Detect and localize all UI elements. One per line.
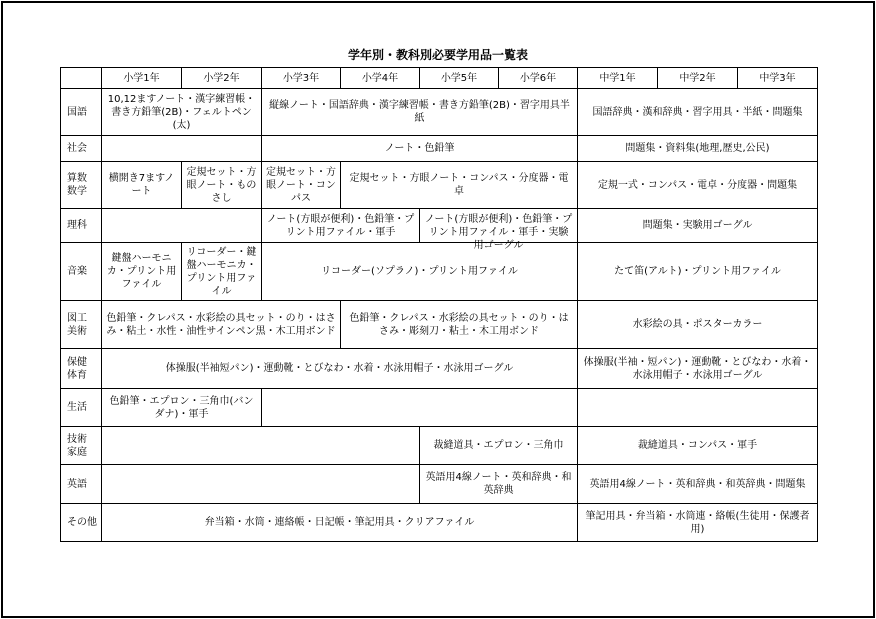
cell-sonota-g16: 弁当箱・水筒・連絡帳・日記帳・筆記用具・クリアファイル — [102, 504, 578, 542]
row-rika — [61, 209, 818, 243]
cell-sansu-g2: 定規セット・方眼ノート・ものさし — [182, 162, 262, 209]
subject-label: 理科 — [61, 209, 102, 243]
cell-seikatsu-jh — [578, 389, 818, 427]
cell-gijutsu-jh: 裁縫道具・コンパス・軍手 — [578, 427, 818, 465]
cell-sansu-g1: 横開き7ますノート — [102, 162, 182, 209]
page-title: 学年別・教科別必要学用品一覧表 — [347, 48, 528, 62]
cell-rika-g12 — [102, 209, 262, 243]
grade-header: 小学4年 — [341, 68, 420, 89]
cell-eigo-jh: 英語用4線ノート・英和辞典・和英辞典・問題集 — [578, 465, 818, 504]
row-eigo — [61, 465, 818, 504]
cell-rika-jh: 問題集・実験用ゴーグル — [578, 209, 818, 243]
cell-zuko-g14: 色鉛筆・クレパス・水彩絵の具セット・のり・はさみ・粘土・水性・油性サインペン黒・木工用ボンド — [102, 301, 341, 349]
cell-sansu-jh: 定規一式・コンパス・電卓・分度器・問題集 — [578, 162, 818, 209]
grade-header: 小学1年 — [102, 68, 182, 89]
subject-label: 国語 — [61, 89, 102, 136]
subject-label: その他 — [61, 504, 102, 542]
cell-sansu-g46: 定規セット・方眼ノート・コンパス・分度器・電卓 — [341, 162, 578, 209]
cell-ongaku-g2: リコーダー・鍵盤ハーモニカ・プリント用ファイル — [182, 243, 262, 301]
cell-shakai-g36: ノート・色鉛筆 — [262, 136, 578, 162]
row-sonota — [61, 504, 818, 542]
grade-header: 中学1年 — [578, 68, 658, 89]
cell-sonota-jh: 筆記用具・弁当箱・水筒連・絡帳(生徒用・保護者用) — [578, 504, 818, 542]
subject-label: 社会 — [61, 136, 102, 162]
subject-label: 生活 — [61, 389, 102, 427]
cell-rika-g56 — [420, 209, 578, 251]
cell-sansu-g3: 定規セット・方眼ノート・コンパス — [262, 162, 341, 209]
cell-ongaku-jh: たて笛(アルト)・プリント用ファイル — [578, 243, 818, 301]
cell-rika-g34: ノート(方眼が便利)・色鉛筆・プリント用ファイル・軍手 — [262, 209, 420, 243]
cell-hoken-g16: 体操服(半袖短パン)・運動靴・とびなわ・水着・水泳用帽子・水泳用ゴーグル — [102, 349, 578, 389]
cell-ongaku-g36: リコーダー(ソプラノ)・プリント用ファイル — [262, 243, 578, 301]
grade-header: 小学2年 — [182, 68, 262, 89]
cell-zuko-jh: 水彩絵の具・ポスターカラー — [578, 301, 818, 349]
subject-label: 音楽 — [61, 243, 102, 301]
row-zuko — [61, 301, 818, 349]
grade-header: 中学2年 — [658, 68, 738, 89]
grade-header: 小学6年 — [499, 68, 578, 89]
cell-shakai-g12 — [102, 136, 262, 162]
row-seikatsu — [61, 389, 818, 427]
grade-header: 小学3年 — [262, 68, 341, 89]
subject-label: 英語 — [61, 465, 102, 504]
cell-text: ノート(方眼が便利)・色鉛筆・プリント用ファイル・軍手・実験用ゴーグル — [424, 213, 573, 251]
row-hoken — [61, 349, 818, 389]
corner-cell — [61, 68, 102, 89]
row-ongaku — [61, 243, 818, 301]
row-gijutsu — [61, 427, 818, 465]
cell-ongaku-g1: 鍵盤ハーモニカ・プリント用ファイル — [102, 243, 182, 301]
cell-eigo-g56: 英語用4線ノート・英和辞典・和英辞典 — [420, 465, 578, 504]
row-sansu — [61, 162, 818, 209]
cell-eigo-g14 — [102, 465, 420, 504]
cell-kokugo-jh: 国語辞典・漢和辞典・習字用具・半紙・問題集 — [578, 89, 818, 136]
header-row — [61, 68, 818, 89]
grade-header: 小学5年 — [420, 68, 499, 89]
cell-shakai-jh: 問題集・資料集(地理,歴史,公民) — [578, 136, 818, 162]
row-shakai — [61, 136, 818, 162]
subject-label: 保健 体育 — [61, 349, 102, 389]
row-kokugo — [61, 89, 818, 136]
supplies-table — [60, 67, 818, 542]
cell-kokugo-g12: 10,12ますノート・漢字練習帳・書き方鉛筆(2B)・フェルトペン(太) — [102, 89, 262, 136]
cell-zuko-g56: 色鉛筆・クレパス・水彩絵の具セット・のり・はさみ・彫刻刀・粘土・木工用ボンド — [341, 301, 578, 349]
cell-seikatsu-g36 — [262, 389, 578, 427]
cell-gijutsu-g56: 裁縫道具・エプロン・三角巾 — [420, 427, 578, 465]
cell-kokugo-g36: 縦線ノート・国語辞典・漢字練習帳・書き方鉛筆(2B)・習字用具半紙 — [262, 89, 578, 136]
subject-label: 技術 家庭 — [61, 427, 102, 465]
subject-label: 算数 数学 — [61, 162, 102, 209]
cell-gijutsu-g14 — [102, 427, 420, 465]
subject-label: 図工 美術 — [61, 301, 102, 349]
cell-seikatsu-g12: 色鉛筆・エプロン・三角巾(バンダナ)・軍手 — [102, 389, 262, 427]
grade-header: 中学3年 — [738, 68, 818, 89]
cell-hoken-jh: 体操服(半袖・短パン)・運動靴・とびなわ・水着・水泳用帽子・水泳用ゴーグル — [578, 349, 818, 389]
